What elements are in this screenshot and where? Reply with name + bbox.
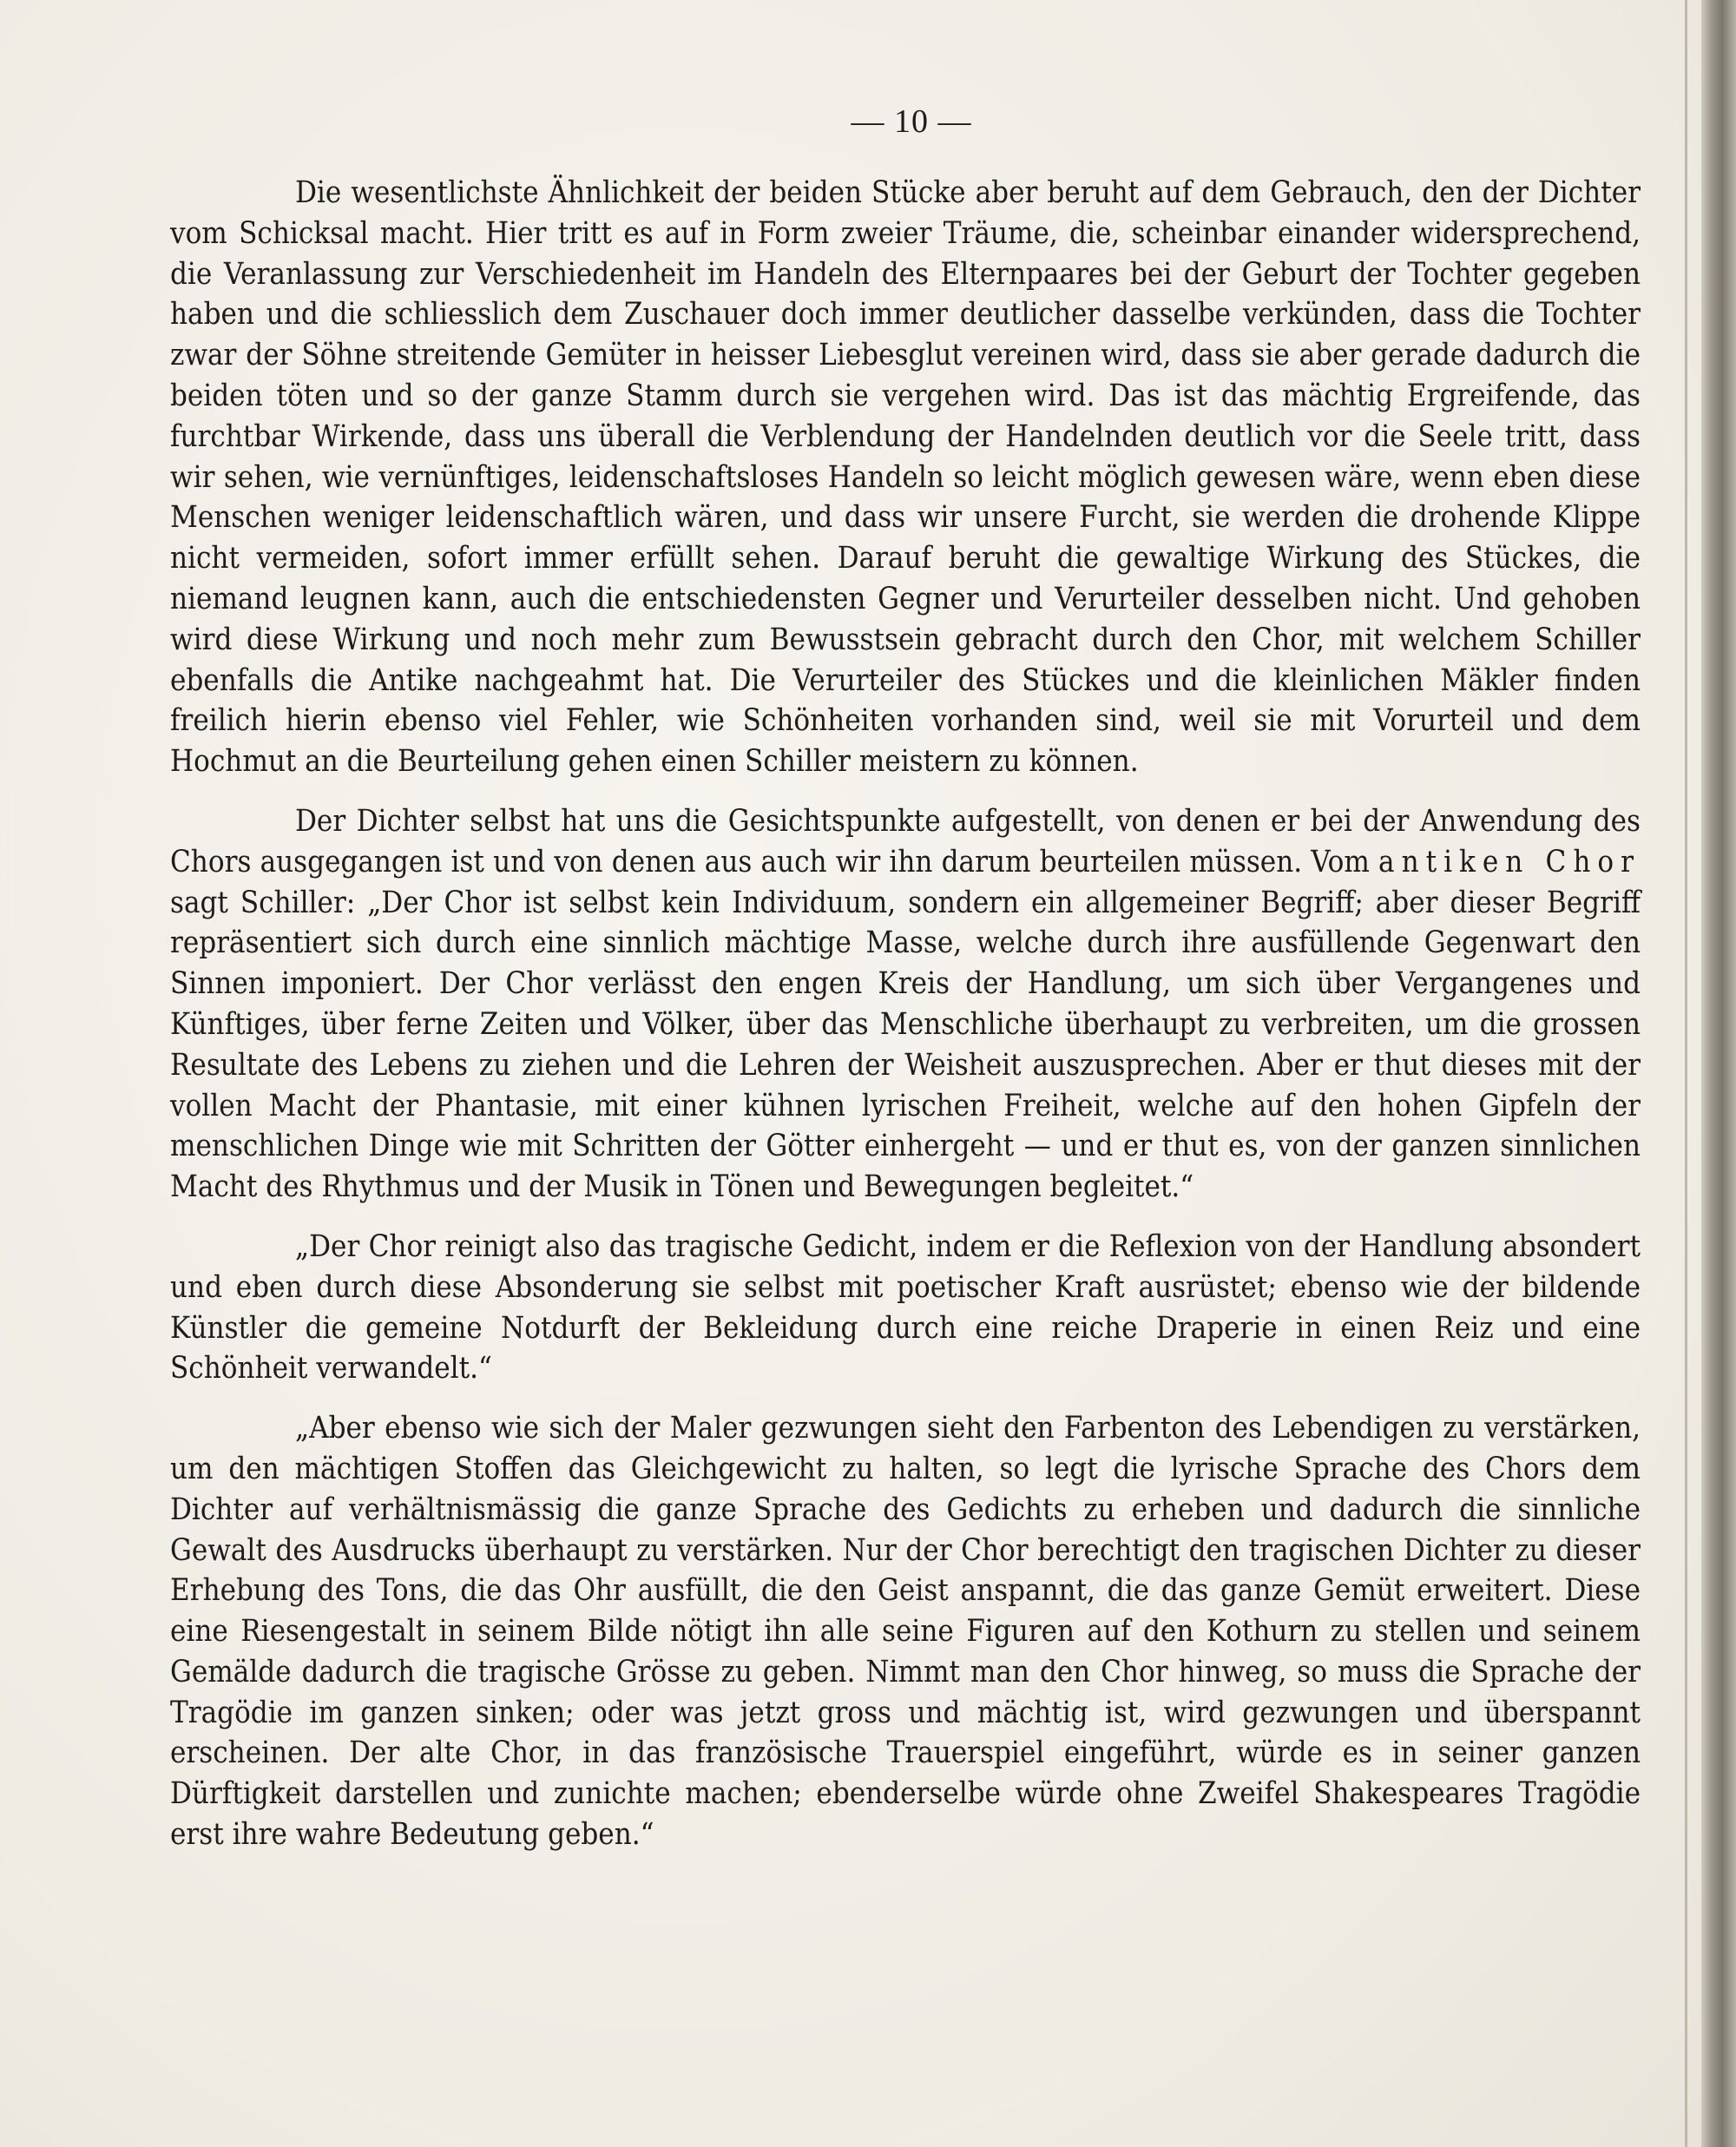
paragraph-2-text-before: Der Dichter selbst hat uns die Gesichtspunkte aufgestellt, von denen er bei der Anwendung des Chors ausgegangen ist und von denen aus auch wir ihn darum beurteilen müssen. Vom [170,803,1641,879]
spaced-emphasis-antiken-chor: antiken Chor [1378,844,1641,879]
binding-gutter [1701,0,1736,2147]
paragraph-2-text-after: sagt Schiller: „Der Chor ist selbst kein Individuum, sondern ein allgemeiner Begriff; aber dieser Begriff repräsentiert sich durch eine sinnlich mächtige Masse, welche durch ihre ausfüllende Gegenwart den Sinnen imponiert. Der Chor verlässt den engen Kreis der Handlung, um sich über Vergangenes und Künftiges, über ferne Zeiten und Völker, über das Menschliche überhaupt zu verbreiten, um die grossen Resultate des Lebens zu ziehen und die Lehren der Weisheit auszusprechen. Aber er thut dieses mit der vollen Macht der Phantasie, mit einer kühnen lyrischen Freiheit, welche auf den hohen Gipfeln der menschlichen Dinge wie mit Schritten der Götter einhergeht — und er thut es, von der ganzen sinnlichen Macht des Rhythmus und der Musik in Tönen und Bewegungen begleitet.“ [170,885,1641,1205]
paragraph-4: „Aber ebenso wie sich der Maler gezwungen sieht den Farbenton des Lebendigen zu verstärken, um den mächtigen Stoffen das Gleichgewicht zu halten, so legt die lyrische Sprache des Chors dem Dichter auf verhältnismässig die ganze Sprache des Gedichts zu erheben und dadurch die sinnliche Gewalt des Ausdrucks überhaupt zu verstärken. Nur der Chor berechtigt den tragischen Dichter zu dieser Erhebung des Tons, die das Ohr ausfüllt, die den Geist anspannt, die das ganze Gemüt erweitert. Diese eine Riesengestalt in seinem Bilde nötigt ihn alle seine Figuren auf den Kothurn zu stellen und seinem Gemälde dadurch die tragische Grösse zu geben. Nimmt man den Chor hinweg, so muss die Sprache der Tragödie im ganzen sinken; oder was jetzt gross und mächtig ist, wird gezwungen und überspannt erscheinen. Der alte Chor, in das französische Trauerspiel eingeführt, würde es in seiner ganzen Dürftigkeit darstellen und zunichte machen; ebenderselbe würde ohne Zweifel Shakespeares Tragödie erst ihre wahre Bedeutung geben.“ [170,1411,1641,1853]
paragraph-3: „Der Chor reinigt also das tragische Gedicht, indem er die Reflexion von der Handlung absondert und eben durch diese Absonderung sie selbst mit poetischer Kraft ausrüstet; ebenso wie der bildende Künstler die gemeine Notdurft der Bekleidung durch eine reiche Draperie in einen Reiz und eine Schönheit verwandelt.“ [170,1228,1641,1386]
paragraph-2 [170,801,1641,1208]
body-text [170,173,1641,1855]
page-number: — 10 — [851,103,972,140]
paragraph-1: Die wesentlichste Ähnlichkeit der beiden Stücke aber beruht auf dem Gebrauch, den der Dichter vom Schicksal macht. Hier tritt es auf in Form zweier Träume, die, scheinbar einander widersprechend, die Veranlassung zur Verschiedenheit im Handeln des Elternpaares bei der Geburt der Tochter gegeben haben und die schliesslich dem Zuschauer doch immer deutlicher dasselbe verkünden, dass die Tochter zwar der Söhne streitende Gemüter in heisser Liebesglut vereinen wird, dass sie aber gerade dadurch die beiden töten und so der ganze Stamm durch sie vergehen wird. Das ist das mächtig Ergreifende, das furchtbar Wirkende, dass uns überall die Verblendung der Handelnden deutlich vor die Seele tritt, dass wir sehen, wie vernünftiges, leidenschaftsloses Handeln so leicht möglich gewesen wäre, wenn eben diese Menschen weniger leidenschaftlich wären, und dass wir unsere Furcht, sie werden die drohende Klippe nicht vermeiden, sofort immer erfüllt sehen. Darauf beruht die gewaltige Wirkung des Stückes, die niemand leugnen kann, auch die entschiedensten Gegner und Verurteiler desselben nicht. Und gehoben wird diese Wirkung und noch mehr zum Bewusstsein gebracht durch den Chor, mit welchem Schiller ebenfalls die Antike nachgeahmt hat. Die Verurteiler des Stückes und die kleinlichen Mäkler finden freilich hierin ebenso viel Fehler, wie Schönheiten vorhanden sind, weil sie mit Vorurteil und dem Hochmut an die Beurteilung gehen einen Schiller meistern zu können. [170,175,1641,780]
binding-shadow-line [1685,0,1687,2147]
